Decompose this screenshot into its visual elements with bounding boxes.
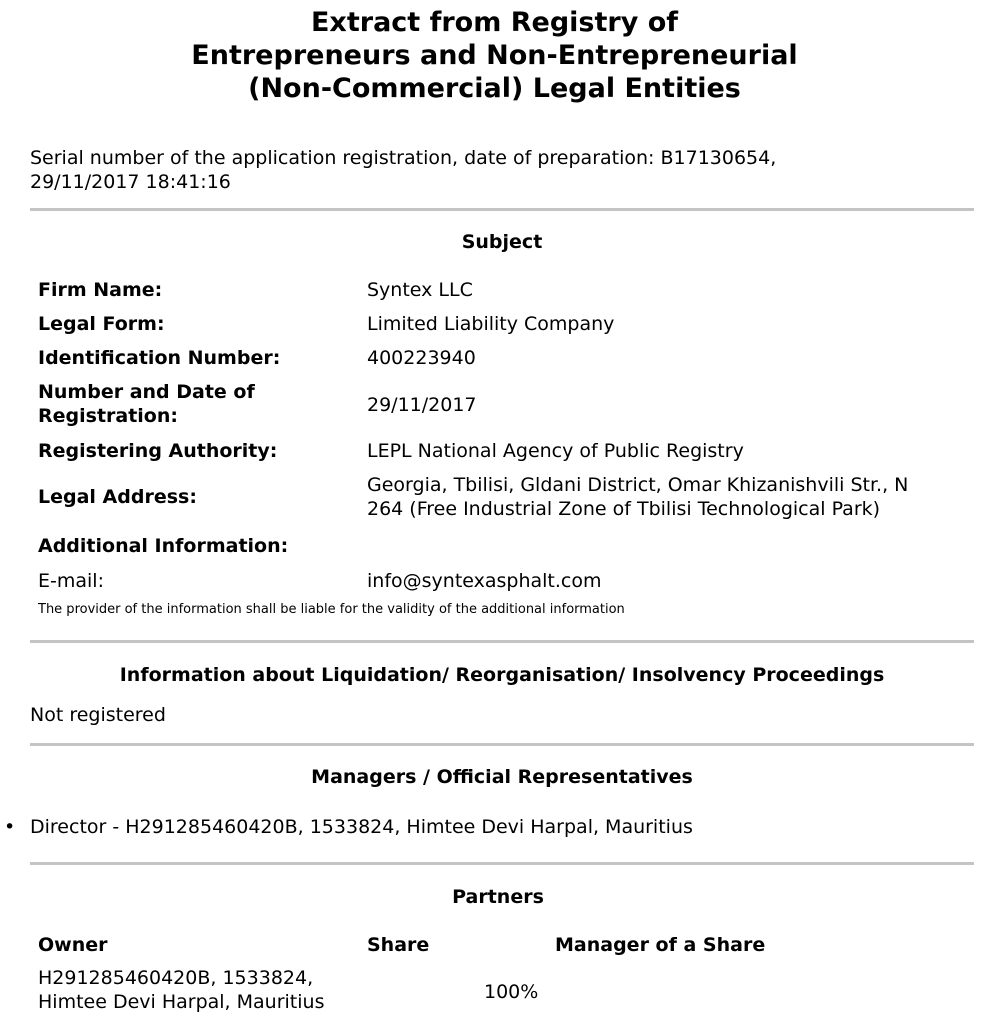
id-number-value: 400223940 <box>367 347 476 369</box>
legal-address-label: Legal Address: <box>38 486 197 508</box>
serial-line-1: Serial number of the application registration, date of preparation: B17130654, <box>30 147 777 169</box>
serial-line-2: 29/11/2017 18:41:16 <box>30 171 231 193</box>
legal-address-line-1: Georgia, Tbilisi, Gldani District, Omar Khizanishvili Str., N <box>367 474 909 496</box>
email-label: E-mail: <box>38 570 104 592</box>
owner-column-header: Owner <box>38 934 108 956</box>
partner-share-value: 100% <box>484 981 539 1003</box>
document-title <box>0 6 989 105</box>
firm-name-label: Firm Name: <box>38 279 163 301</box>
share-column-header: Share <box>367 934 430 956</box>
managers-heading: Managers / Official Representatives <box>311 766 693 788</box>
manager-item: Director - H291285460420B, 1533824, Himtee Devi Harpal, Mauritius <box>30 816 693 838</box>
bullet-icon: • <box>4 816 16 838</box>
legal-address-line-2: 264 (Free Industrial Zone of Tbilisi Technological Park) <box>367 498 881 520</box>
liquidation-heading: Information about Liquidation/ Reorganisation/ Insolvency Proceedings <box>119 664 885 686</box>
divider <box>30 208 974 211</box>
title-line-3: (Non-Commercial) Legal Entities <box>248 73 741 104</box>
firm-name-value: Syntex LLC <box>367 279 473 301</box>
id-number-label: Identification Number: <box>38 347 281 369</box>
partner-owner-line-2: Himtee Devi Harpal, Mauritius <box>38 991 325 1013</box>
divider <box>30 743 974 746</box>
disclaimer-note: The provider of the information shall be liable for the validity of the additional information <box>38 602 625 617</box>
authority-value: LEPL National Agency of Public Registry <box>367 440 744 462</box>
legal-form-label: Legal Form: <box>38 313 165 335</box>
title-line-2: Entrepreneurs and Non-Entrepreneurial <box>191 40 798 71</box>
registration-date-value: 29/11/2017 <box>367 394 477 416</box>
email-value: info@syntexasphalt.com <box>367 570 602 592</box>
divider <box>30 862 974 865</box>
additional-info-label: Additional Information: <box>38 535 289 557</box>
partner-owner-line-1: H291285460420B, 1533824, <box>38 967 314 989</box>
title-line-1: Extract from Registry of <box>310 7 679 38</box>
authority-label: Registering Authority: <box>38 440 278 462</box>
registration-label-line-2: Registration: <box>38 405 178 427</box>
legal-form-value: Limited Liability Company <box>367 313 615 335</box>
liquidation-status: Not registered <box>30 704 166 726</box>
manager-of-share-column-header: Manager of a Share <box>555 934 766 956</box>
subject-heading: Subject <box>461 231 543 253</box>
serial-info <box>30 146 930 194</box>
divider <box>30 640 974 643</box>
registration-label-line-1: Number and Date of <box>38 381 255 403</box>
partners-heading: Partners <box>452 886 544 908</box>
